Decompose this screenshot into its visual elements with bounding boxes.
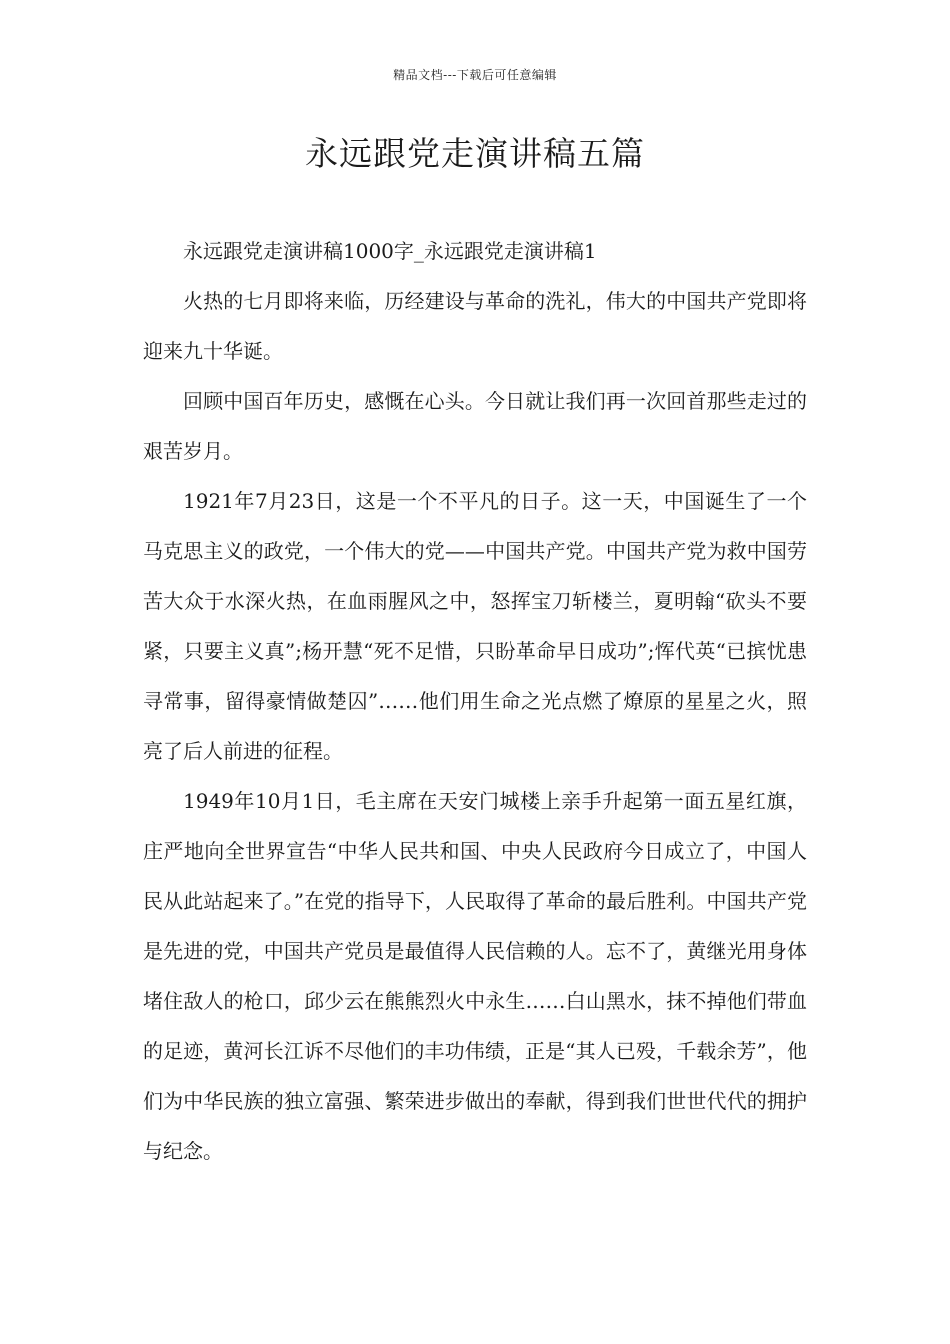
document-title: 永远跟党走演讲稿五篇 bbox=[305, 134, 645, 173]
document-body bbox=[143, 226, 807, 1176]
paragraph: 1921年7月23日，这是一个不平凡的日子。这一天，中国诞生了一个马克思主义的政党，一个伟大的党——中国共产党。中国共产党为救中国劳苦大众于水深火热，在血雨腥风之中，怒挥宝刀斩楼兰，夏明翰“砍头不要紧，只要主义真”;杨开慧“死不足惜，只盼革命早日成功”;恽代英“已摈忧患寻常事，留得豪情做楚囚”……他们用生命之光点燃了燎原的星星之火，照亮了后人前进的征程。 bbox=[143, 489, 807, 763]
paragraph: 回顾中国百年历史，感慨在心头。今日就让我们再一次回首那些走过的艰苦岁月。 bbox=[143, 389, 807, 463]
paragraph: 1949年10月1日，毛主席在天安门城楼上亲手升起第一面五星红旗，庄严地向全世界宣告“中华人民共和国、中央人民政府今日成立了，中国人民从此站起来了。”在党的指导下，人民取得了革命的最后胜利。中国共产党是先进的党，中国共产党员是最值得人民信赖的人。忘不了，黄继光用身体堵住敌人的枪口，邱少云在熊熊烈火中永生……白山黑水，抹不掉他们带血的足迹，黄河长江诉不尽他们的丰功伟绩，正是“其人已殁，千载余芳”，他们为中华民族的独立富强、繁荣进步做出的奉献，得到我们世世代代的拥护与纪念。 bbox=[143, 789, 807, 1163]
header-note: 精品文档---下载后可任意编辑 bbox=[393, 68, 557, 82]
paragraph: 火热的七月即将来临，历经建设与革命的洗礼，伟大的中国共产党即将迎来九十华诞。 bbox=[143, 289, 807, 363]
paragraph-subtitle: 永远跟党走演讲稿1000字_永远跟党走演讲稿1 bbox=[183, 239, 597, 263]
